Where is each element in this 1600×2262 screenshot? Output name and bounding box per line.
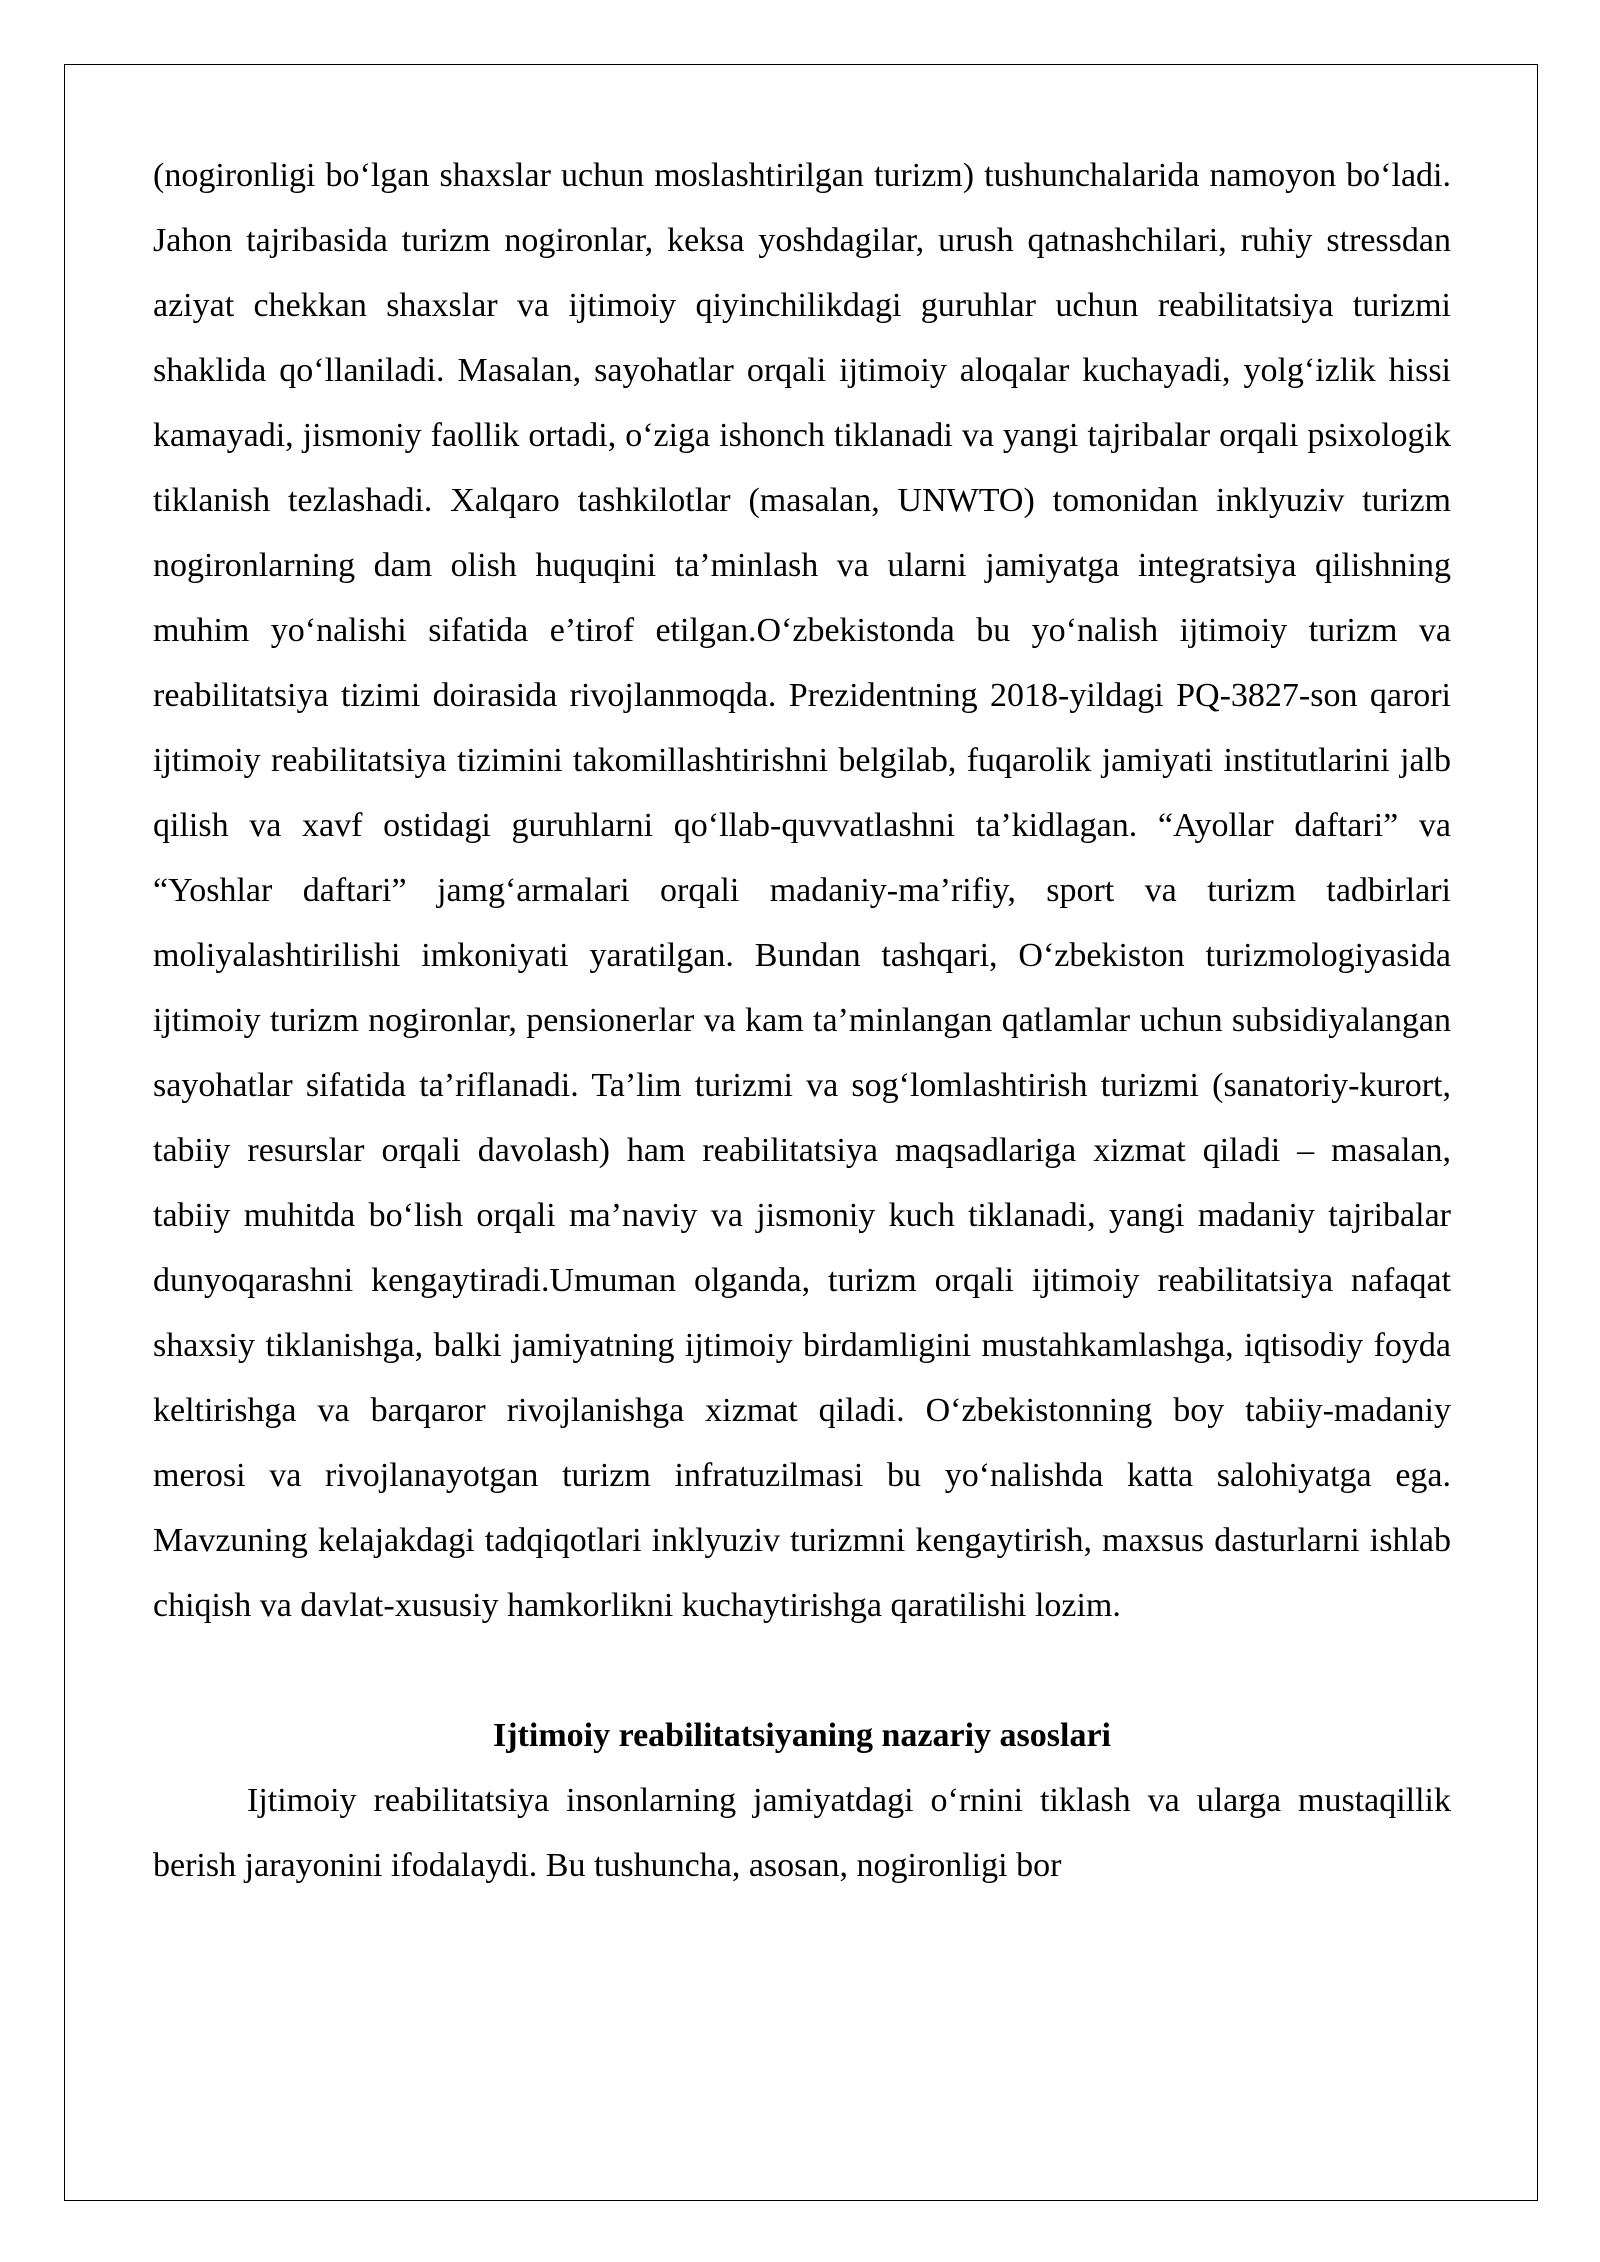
document-body [153, 143, 1451, 1898]
body-paragraph-1: (nogironligi bo‘lgan shaxslar uchun moslashtirilgan turizm) tushunchalarida namoyon bo‘ladi. Jahon tajribasida turizm nogironlar, keksa yoshdagilar, urush qatnashchilari, ruhiy stressdan aziyat chekkan shaxslar va ijtimoiy qiyinchilikdagi guruhlar uchun reabilitatsiya turizmi shaklida qo‘llaniladi. Masalan, sayohatlar orqali ijtimoiy aloqalar kuchayadi, yolg‘izlik hissi kamayadi, jismoniy faollik ortadi, o‘ziga ishonch tiklanadi va yangi tajribalar orqali psixologik tiklanish tezlashadi. Xalqaro tashkilotlar (masalan, UNWTO) tomonidan inklyuziv turizm nogironlarning dam olish huquqini ta’minlash va ularni jamiyatga integratsiya qilishning muhim yo‘nalishi sifatida e’tirof etilgan.O‘zbekistonda bu yo‘nalish ijtimoiy turizm va reabilitatsiya tizimi doirasida rivojlanmoqda. Prezidentning 2018-yildagi PQ-3827-son qarori ijtimoiy reabilitatsiya tizimini takomillashtirishni belgilab, fuqarolik jamiyati institutlarini jalb qilish va xavf ostidagi guruhlarni qo‘llab-quvvatlashni ta’kidlagan. “Ayollar daftari” va “Yoshlar daftari” jamg‘armalari orqali madaniy-ma’rifiy, sport va turizm tadbirlari moliyalashtirilishi imkoniyati yaratilgan. Bundan tashqari, O‘zbekiston turizmologiyasida ijtimoiy turizm nogironlar, pensionerlar va kam ta’minlangan qatlamlar uchun subsidiyalangan sayohatlar sifatida ta’riflanadi. Ta’lim turizmi va sog‘lomlashtirish turizmi (sanatoriy-kurort, tabiiy resurslar orqali davolash) ham reabilitatsiya maqsadlariga xizmat qiladi – masalan, tabiiy muhitda bo‘lish orqali ma’naviy va jismoniy kuch tiklanadi, yangi madaniy tajribalar dunyoqarashni kengaytiradi.Umuman olganda, turizm orqali ijtimoiy reabilitatsiya nafaqat shaxsiy tiklanishga, balki jamiyatning ijtimoiy birdamligini mustahkamlashga, iqtisodiy foyda keltirishga va barqaror rivojlanishga xizmat qiladi. O‘zbekistonning boy tabiiy-madaniy merosi va rivojlanayotgan turizm infratuzilmasi bu yo‘nalishda katta salohiyatga ega. Mavzuning kelajakdagi tadqiqotlari inklyuziv turizmni kengaytirish, maxsus dasturlarni ishlab chiqish va davlat-xususiy hamkorlikni kuchaytirishga qaratilishi lozim. [153, 157, 1451, 1624]
section-heading: Ijtimoiy reabilitatsiyaning nazariy asoslari [493, 1717, 1111, 1754]
body-paragraph-2: Ijtimoiy reabilitatsiya insonlarning jamiyatdagi o‘rnini tiklash va ularga mustaqillik berish jarayonini ifodalaydi. Bu tushuncha, asosan, nogironligi bor [153, 1782, 1451, 1884]
